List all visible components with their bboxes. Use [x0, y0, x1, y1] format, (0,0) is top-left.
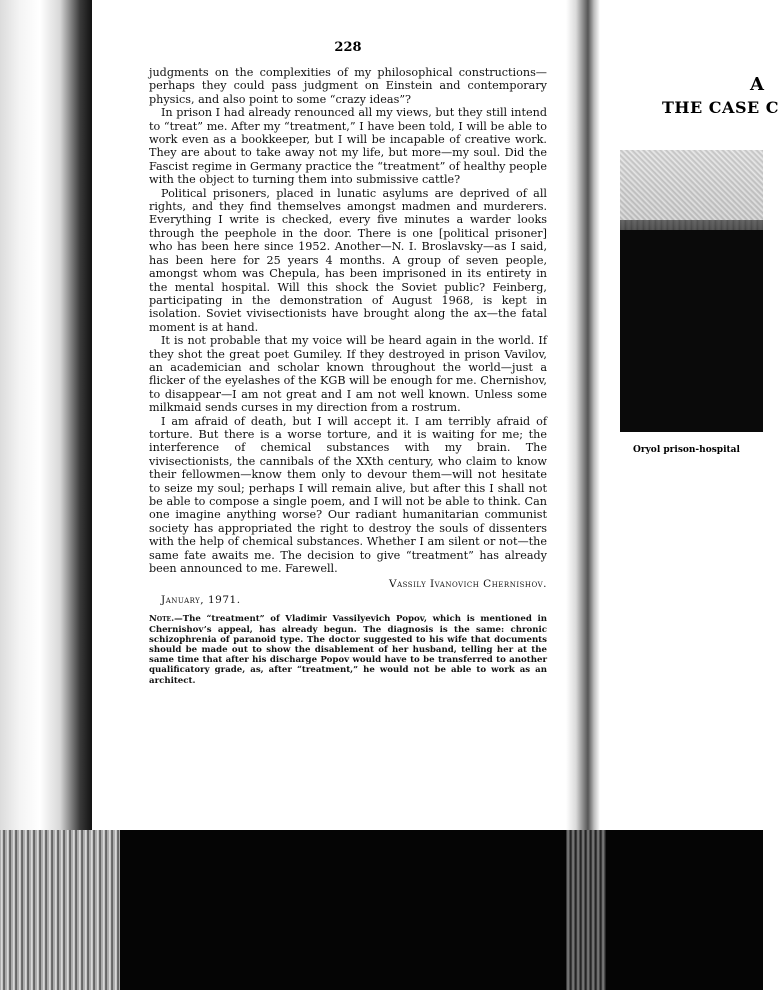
scan-edge-noise	[0, 830, 120, 990]
photo-buildings	[620, 230, 763, 432]
photo-caption: Oryol prison-hospital	[633, 445, 740, 455]
facing-page-heading: A	[750, 74, 764, 95]
gutter-edge-noise	[566, 830, 606, 990]
date-line: January, 1971.	[161, 594, 241, 607]
page-number: 228	[334, 40, 362, 55]
text-column	[149, 40, 547, 686]
note-text: —The “treatment” of Vladimir Vassilyevich Popov, which is mentioned in Chernishov’s appeal, has already begun. The diagnosis is the same: chronic schizophrenia of paranoid type. The doctor suggested to his wife that documents should be made out to show the disablement of her husband, telling her at the same time that after his discharge Popov would have to be transferred to another qualificatory grade, as, after “treatment,” he would not be able to work as an architect.	[149, 614, 547, 686]
prison-hospital-photo	[620, 150, 763, 432]
paragraph: It is not probable that my voice will be heard again in the world. If they shot the great poet Gumiley. If they destroyed in prison Vavilov, an academician and scholar known throughout the world—just a flicker of the eyelashes of the KGB will be enough for me. Chernishov, to disappear—I am not great and I am not well known. Unless some milkmaid sends curses in my direction from a rostrum.	[149, 334, 547, 415]
facing-page-subheading: THE CASE C	[662, 98, 779, 117]
editorial-note	[149, 614, 547, 685]
paragraph: Political prisoners, placed in lunatic asylums are deprived of all rights, and they find themselves amongst madmen and murderers. Everything I write is checked, every five minutes a warder looks through the peephole in the door. There is one [political prisoner] who has been here since 1952. Another—N. I. Broslavsky—as I said, has been here for 25 years 4 months. A group of seven people, amongst whom was Chepula, has been imprisoned in its entirety in the mental hospital. Will this shock the Soviet public? Feinberg, participating in the demonstration of August 1968, is kept in isolation. Soviet vivisectionists have brought along the ax—the fatal moment is at hand.	[149, 186, 547, 334]
scan-bottom-shadow	[0, 830, 763, 990]
photo-sky	[620, 150, 763, 220]
note-label: Note.	[149, 614, 175, 625]
paragraph: I am afraid of death, but I will accept it. I am terribly afraid of torture. But there is a worse torture, and it is waiting for me; the interference of chemical substances with my brain. The vivisectionists, the cannibals of the XXth century, who claim to know their fellowmen—know them only to devour them—will not hesitate to seize my soul; perhaps I will remain alive, but after this I shall not be able to compose a single poem, and I will not be able to think. Can one imagine anything worse? Our radiant humanitarian communist society has appropriated the right to destroy the souls of dissenters with the help of chemical substances. Whether I am silent or not—the same fate awaits me. The decision to give “treatment” has already been announced to me. Farewell.	[149, 414, 547, 576]
paragraph: In prison I had already renounced all my views, but they still intend to “treat” me. After my “treatment,” I have been told, I will be able to work even as a bookkeeper, but I will be incapable of creative work. They are about to take away not my life, but more—my soul. Did the Fascist regime in Germany practice the “treatment” of healthy people with the object to turning them into submissive cattle?	[149, 106, 547, 187]
body-text	[149, 66, 547, 575]
paragraph: judgments on the complexities of my philosophical constructions—perhaps they could pass judgment on Einstein and contemporary physics, and also point to some “crazy ideas”?	[149, 66, 547, 106]
signature: Vassily Ivanovich Chernishov.	[389, 578, 547, 591]
